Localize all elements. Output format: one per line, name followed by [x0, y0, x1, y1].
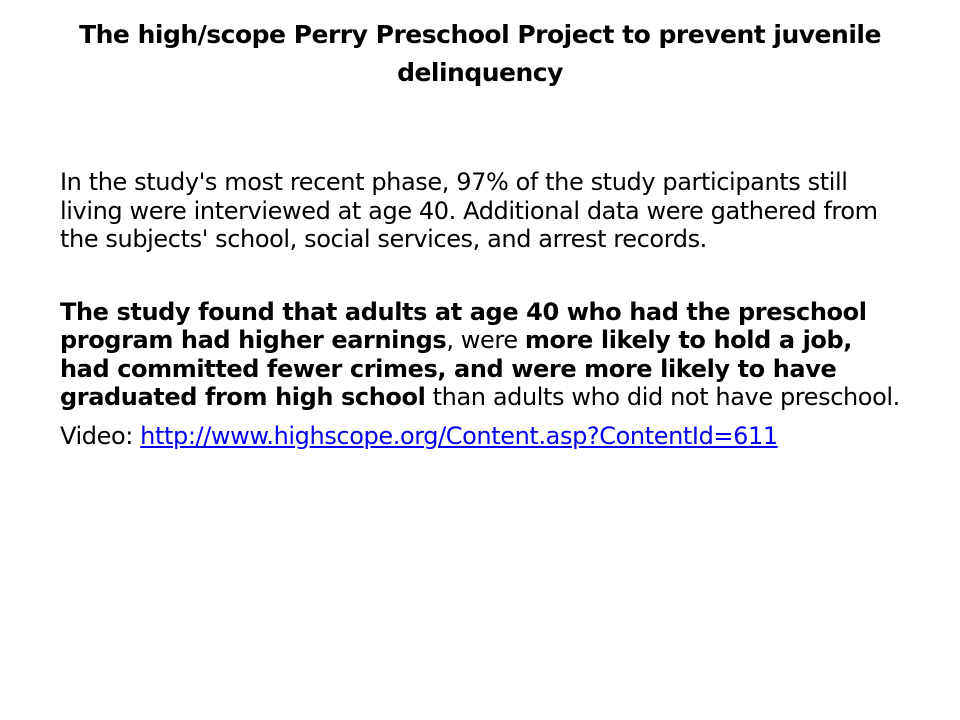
- findings-text-connector: , were: [446, 326, 525, 355]
- slide-title: The high/scope Perry Preschool Project to prevent juvenile delinquency: [79, 20, 881, 87]
- slide-body: [60, 168, 900, 450]
- findings-text-comparison: than adults who did not have preschool.: [425, 383, 900, 412]
- video-label: Video:: [60, 421, 133, 450]
- video-paragraph: [60, 422, 900, 451]
- intro-paragraph: In the study's most recent phase, 97% of the study participants still living were interviewed at age 40. Additional data were gathered from the subjects' school, social services, and arrest records.: [60, 168, 878, 254]
- findings-bold-outcomes: more likely to hold a job, had committed fewer crimes, and were more likely to have graduated from high school: [60, 326, 852, 412]
- findings-bold-earnings: The study found that adults at age 40 who had the preschool program had higher earnings: [60, 297, 867, 355]
- video-link[interactable]: http://www.highscope.org/Content.asp?ContentId=611: [140, 421, 778, 450]
- findings-paragraph: [60, 298, 900, 412]
